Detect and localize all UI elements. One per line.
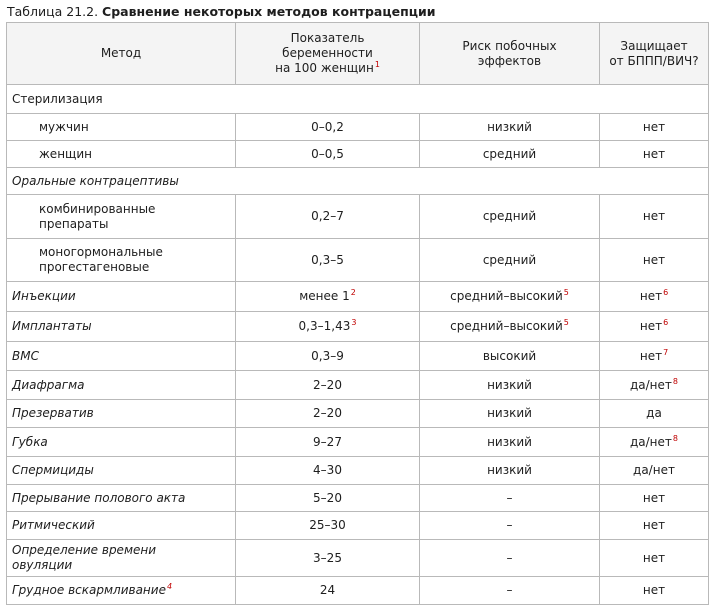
footnote-ref[interactable]: 2 <box>350 288 356 297</box>
rate-cell: 5–20 <box>236 485 420 512</box>
method-cell: Инъекции <box>7 282 236 312</box>
risk-cell <box>420 312 600 342</box>
method-line-1: моногормональные <box>39 245 163 259</box>
method-cell: Имплантаты <box>7 312 236 342</box>
method-cell: Спермициды <box>7 457 236 485</box>
footnote-ref[interactable]: 7 <box>663 347 669 357</box>
protection-cell: нет <box>600 577 709 605</box>
protection-cell: нет <box>600 512 709 540</box>
header-pregnancy-line-2: беременности <box>282 46 373 60</box>
table-caption <box>7 4 436 19</box>
method-line-1: Определение времени <box>12 543 157 557</box>
header-method: Метод <box>7 23 236 85</box>
contraception-table <box>6 22 709 605</box>
rate-value: 0,3–1,43 <box>298 319 351 333</box>
header-pregnancy-text: на 100 женщин <box>275 61 374 75</box>
section-row <box>7 85 709 114</box>
header-row <box>7 23 709 85</box>
rate-cell: 3–25 <box>236 540 420 577</box>
protection-value: нет <box>639 348 663 363</box>
header-risk-line-2: эффектов <box>477 53 542 68</box>
protection-cell <box>600 428 709 457</box>
header-protection <box>600 23 709 85</box>
section-label: Стерилизация <box>7 85 709 114</box>
rate-cell: 0,3–9 <box>236 342 420 371</box>
footnote-ref[interactable]: 5 <box>563 318 569 327</box>
protection-cell: нет <box>600 195 709 239</box>
method-line-1: комбинированные <box>39 201 156 216</box>
method-cell <box>7 195 236 239</box>
table-row <box>7 485 709 512</box>
rate-cell: 0,3–5 <box>236 239 420 282</box>
method-line-2: препараты <box>39 216 109 231</box>
table-row <box>7 371 709 400</box>
rate-value: менее 1 <box>299 289 350 303</box>
protection-cell <box>600 282 709 312</box>
footnote-ref[interactable]: 5 <box>563 288 569 297</box>
footnote-ref[interactable]: 8 <box>672 433 678 443</box>
rate-cell: 0–0,5 <box>236 141 420 168</box>
section-row <box>7 168 709 195</box>
risk-cell: – <box>420 577 600 605</box>
footnote-ref[interactable]: 6 <box>663 288 669 297</box>
rate-cell: 0–0,2 <box>236 114 420 141</box>
rate-cell: 0,2–7 <box>236 195 420 239</box>
table-row <box>7 312 709 342</box>
footnote-ref[interactable]: 8 <box>672 376 678 386</box>
risk-cell: средний <box>420 239 600 282</box>
protection-cell: нет <box>600 114 709 141</box>
header-side-effects <box>420 23 600 85</box>
method-cell <box>7 540 236 577</box>
protection-cell: нет <box>600 485 709 512</box>
method-cell: Диафрагма <box>7 371 236 400</box>
risk-cell: низкий <box>420 400 600 428</box>
rate-cell: 24 <box>236 577 420 605</box>
table-row <box>7 577 709 605</box>
table-row <box>7 400 709 428</box>
protection-value: нет <box>639 319 663 333</box>
risk-cell: высокий <box>420 342 600 371</box>
method-cell <box>7 577 236 605</box>
method-cell: женщин <box>7 141 236 168</box>
risk-cell <box>420 282 600 312</box>
method-line-2: овуляции <box>12 558 73 572</box>
method-cell: Ритмический <box>7 512 236 540</box>
protection-cell <box>600 312 709 342</box>
rate-cell: 25–30 <box>236 512 420 540</box>
table-row <box>7 428 709 457</box>
protection-cell <box>600 371 709 400</box>
method-cell: ВМС <box>7 342 236 371</box>
method-cell: мужчин <box>7 114 236 141</box>
protection-value: нет <box>639 289 663 303</box>
protection-cell: да/нет <box>600 457 709 485</box>
table-row <box>7 540 709 577</box>
header-protect-line-1: Защищает <box>620 38 688 53</box>
risk-cell: низкий <box>420 428 600 457</box>
method-cell: Прерывание полового акта <box>7 485 236 512</box>
risk-cell: средний <box>420 195 600 239</box>
protection-cell <box>600 342 709 371</box>
footnote-ref[interactable]: 3 <box>351 318 357 327</box>
table-row <box>7 342 709 371</box>
protection-value: да/нет <box>629 377 672 392</box>
protection-cell: нет <box>600 141 709 168</box>
risk-cell: низкий <box>420 371 600 400</box>
method-cell: Презерватив <box>7 400 236 428</box>
risk-cell: низкий <box>420 457 600 485</box>
rate-cell: 4–30 <box>236 457 420 485</box>
table-row <box>7 457 709 485</box>
section-label: Оральные контрацептивы <box>7 168 709 195</box>
table-row <box>7 512 709 540</box>
rate-cell: 2–20 <box>236 371 420 400</box>
risk-cell: средний <box>420 141 600 168</box>
protection-cell: да <box>600 400 709 428</box>
footnote-ref[interactable]: 1 <box>374 60 380 69</box>
method-cell <box>7 239 236 282</box>
rate-cell: 2–20 <box>236 400 420 428</box>
risk-cell: – <box>420 512 600 540</box>
caption-title: Сравнение некоторых методов контрацепции <box>102 4 436 19</box>
footnote-ref[interactable]: 4 <box>166 582 173 591</box>
header-risk-line-1: Риск побочных <box>462 38 557 53</box>
rate-cell <box>236 282 420 312</box>
caption-prefix: Таблица 21.2. <box>7 4 103 19</box>
risk-value: средний–высокий <box>450 319 563 333</box>
rate-cell <box>236 312 420 342</box>
header-pregnancy-line-3 <box>236 61 419 76</box>
risk-value: средний–высокий <box>450 289 563 303</box>
table-row <box>7 282 709 312</box>
table-row <box>7 141 709 168</box>
risk-cell: низкий <box>420 114 600 141</box>
header-protect-line-2: от БППП/ВИЧ? <box>609 53 699 68</box>
table-row <box>7 239 709 282</box>
risk-cell: – <box>420 485 600 512</box>
risk-cell: – <box>420 540 600 577</box>
method-label: Грудное вскармливание <box>12 583 166 597</box>
method-line-2: прогестагеновые <box>39 260 150 274</box>
protection-cell: нет <box>600 239 709 282</box>
header-pregnancy-line-1: Показатель <box>290 31 365 45</box>
method-cell: Губка <box>7 428 236 457</box>
protection-value: да/нет <box>629 434 672 449</box>
table-row <box>7 195 709 239</box>
footnote-ref[interactable]: 6 <box>663 318 669 327</box>
table-row <box>7 114 709 141</box>
protection-cell: нет <box>600 540 709 577</box>
header-pregnancy-rate <box>236 23 420 85</box>
rate-cell: 9–27 <box>236 428 420 457</box>
